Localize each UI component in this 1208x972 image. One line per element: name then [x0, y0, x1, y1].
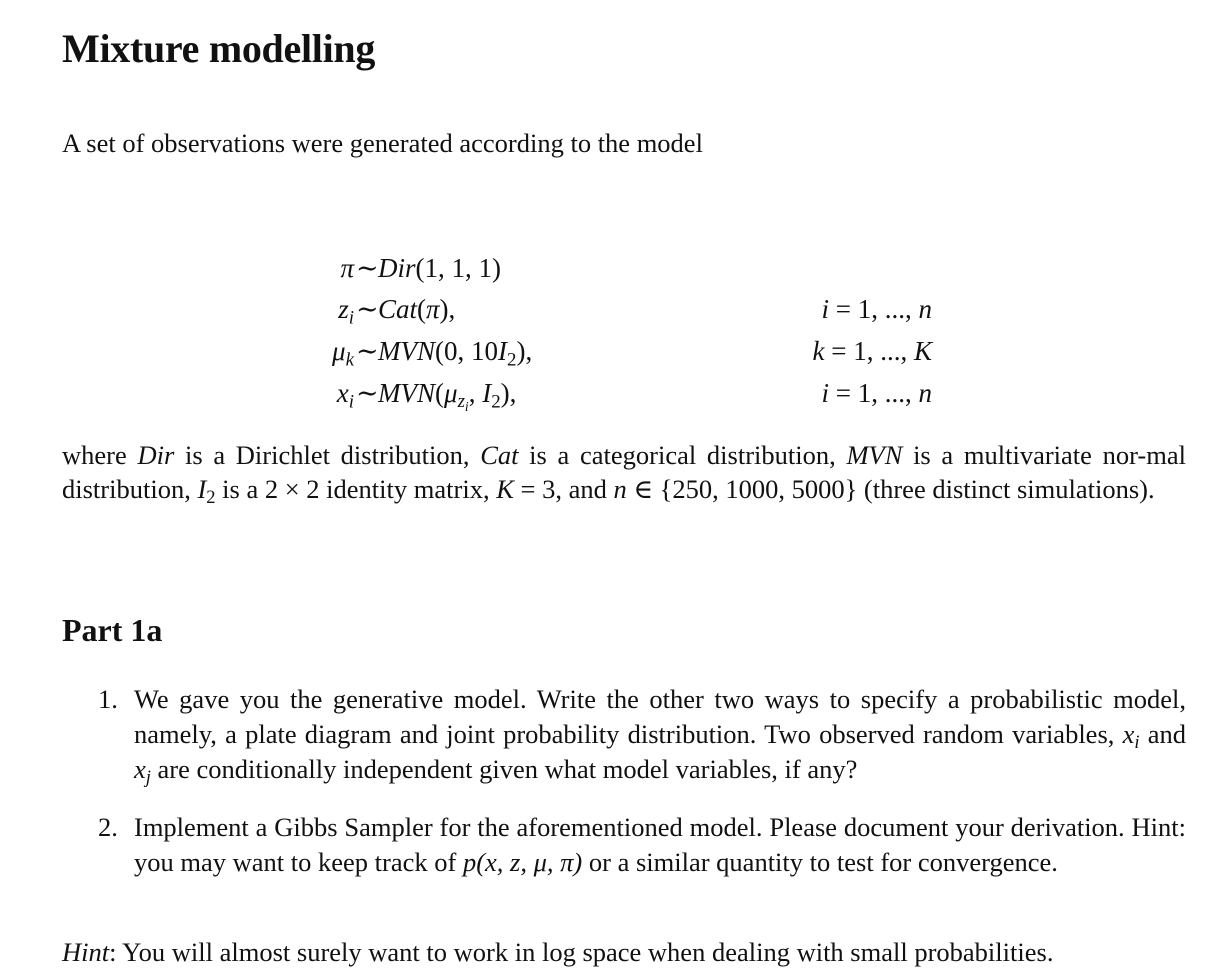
- tilde-symbol: ∼: [356, 378, 379, 408]
- equation-row-pi: [0, 248, 1208, 288]
- tilde-symbol: ∼: [356, 336, 379, 366]
- list-item: 2. Implement a Gibbs Sampler for the aforementioned model. Please document your derivation. Hint: you may want to keep track of p(x, z, μ, π) or a similar quantity to test for convergence.: [98, 812, 1186, 877]
- hint-note: Hint: You will almost surely want to work in log space when dealing with small probabilities.: [62, 937, 1054, 967]
- equation-row-x: [0, 373, 1208, 413]
- page-title: Mixture modelling: [62, 26, 376, 71]
- tilde-symbol: ∼: [356, 294, 379, 324]
- equation-rhs: Dir(1, 1, 1): [378, 253, 501, 283]
- where-paragraph: where Dir is a Dirichlet distribution, Cat is a categorical distribution, MVN is a multivariate nor-mal distribution, $I_2$ is a 2 × 2 identity matrix, K = 3, and n ∈ {250, 1000, 5000} (three distinct simulations).: [62, 440, 1186, 509]
- equation-rhs: MVN(0, $10I_2$),: [378, 336, 533, 371]
- section-heading: Part 1a: [62, 612, 163, 648]
- equation-rhs: $MVN(\mu_{z_i}$, $I_2$),: [378, 378, 517, 415]
- equation-rhs: Cat(π),: [378, 294, 456, 324]
- equation-index-range: i = 1, ..., n: [821, 378, 932, 408]
- list-item: 1. We gave you the generative model. Write the other two ways to specify a probabilistic model, namely, a plate diagram and joint probability distribution. Two observed random variables, $x_i$ and $x_j$ are conditionally independent given what model variables, if any?: [98, 684, 1186, 789]
- equation-lhs: $\mu_k$: [332, 336, 354, 371]
- equation-row-z: [0, 289, 1208, 329]
- equation-row-mu: [0, 331, 1208, 371]
- intro-text: A set of observations were generated according to the model: [62, 128, 703, 158]
- tilde-symbol: ∼: [356, 253, 379, 283]
- question-list: [62, 682, 1186, 903]
- list-item-number: 2.: [98, 812, 118, 842]
- hint-label: Hint: [62, 937, 110, 967]
- equation-index-range: i = 1, ..., n: [821, 294, 932, 324]
- equation-lhs: $x_i$: [336, 378, 354, 413]
- equation-lhs: π: [340, 253, 354, 283]
- model-equations: [0, 248, 1208, 418]
- list-item-number: 1.: [98, 684, 118, 714]
- equation-index-range: k = 1, ..., K: [812, 336, 932, 366]
- equation-lhs: $z_i$: [338, 294, 354, 329]
